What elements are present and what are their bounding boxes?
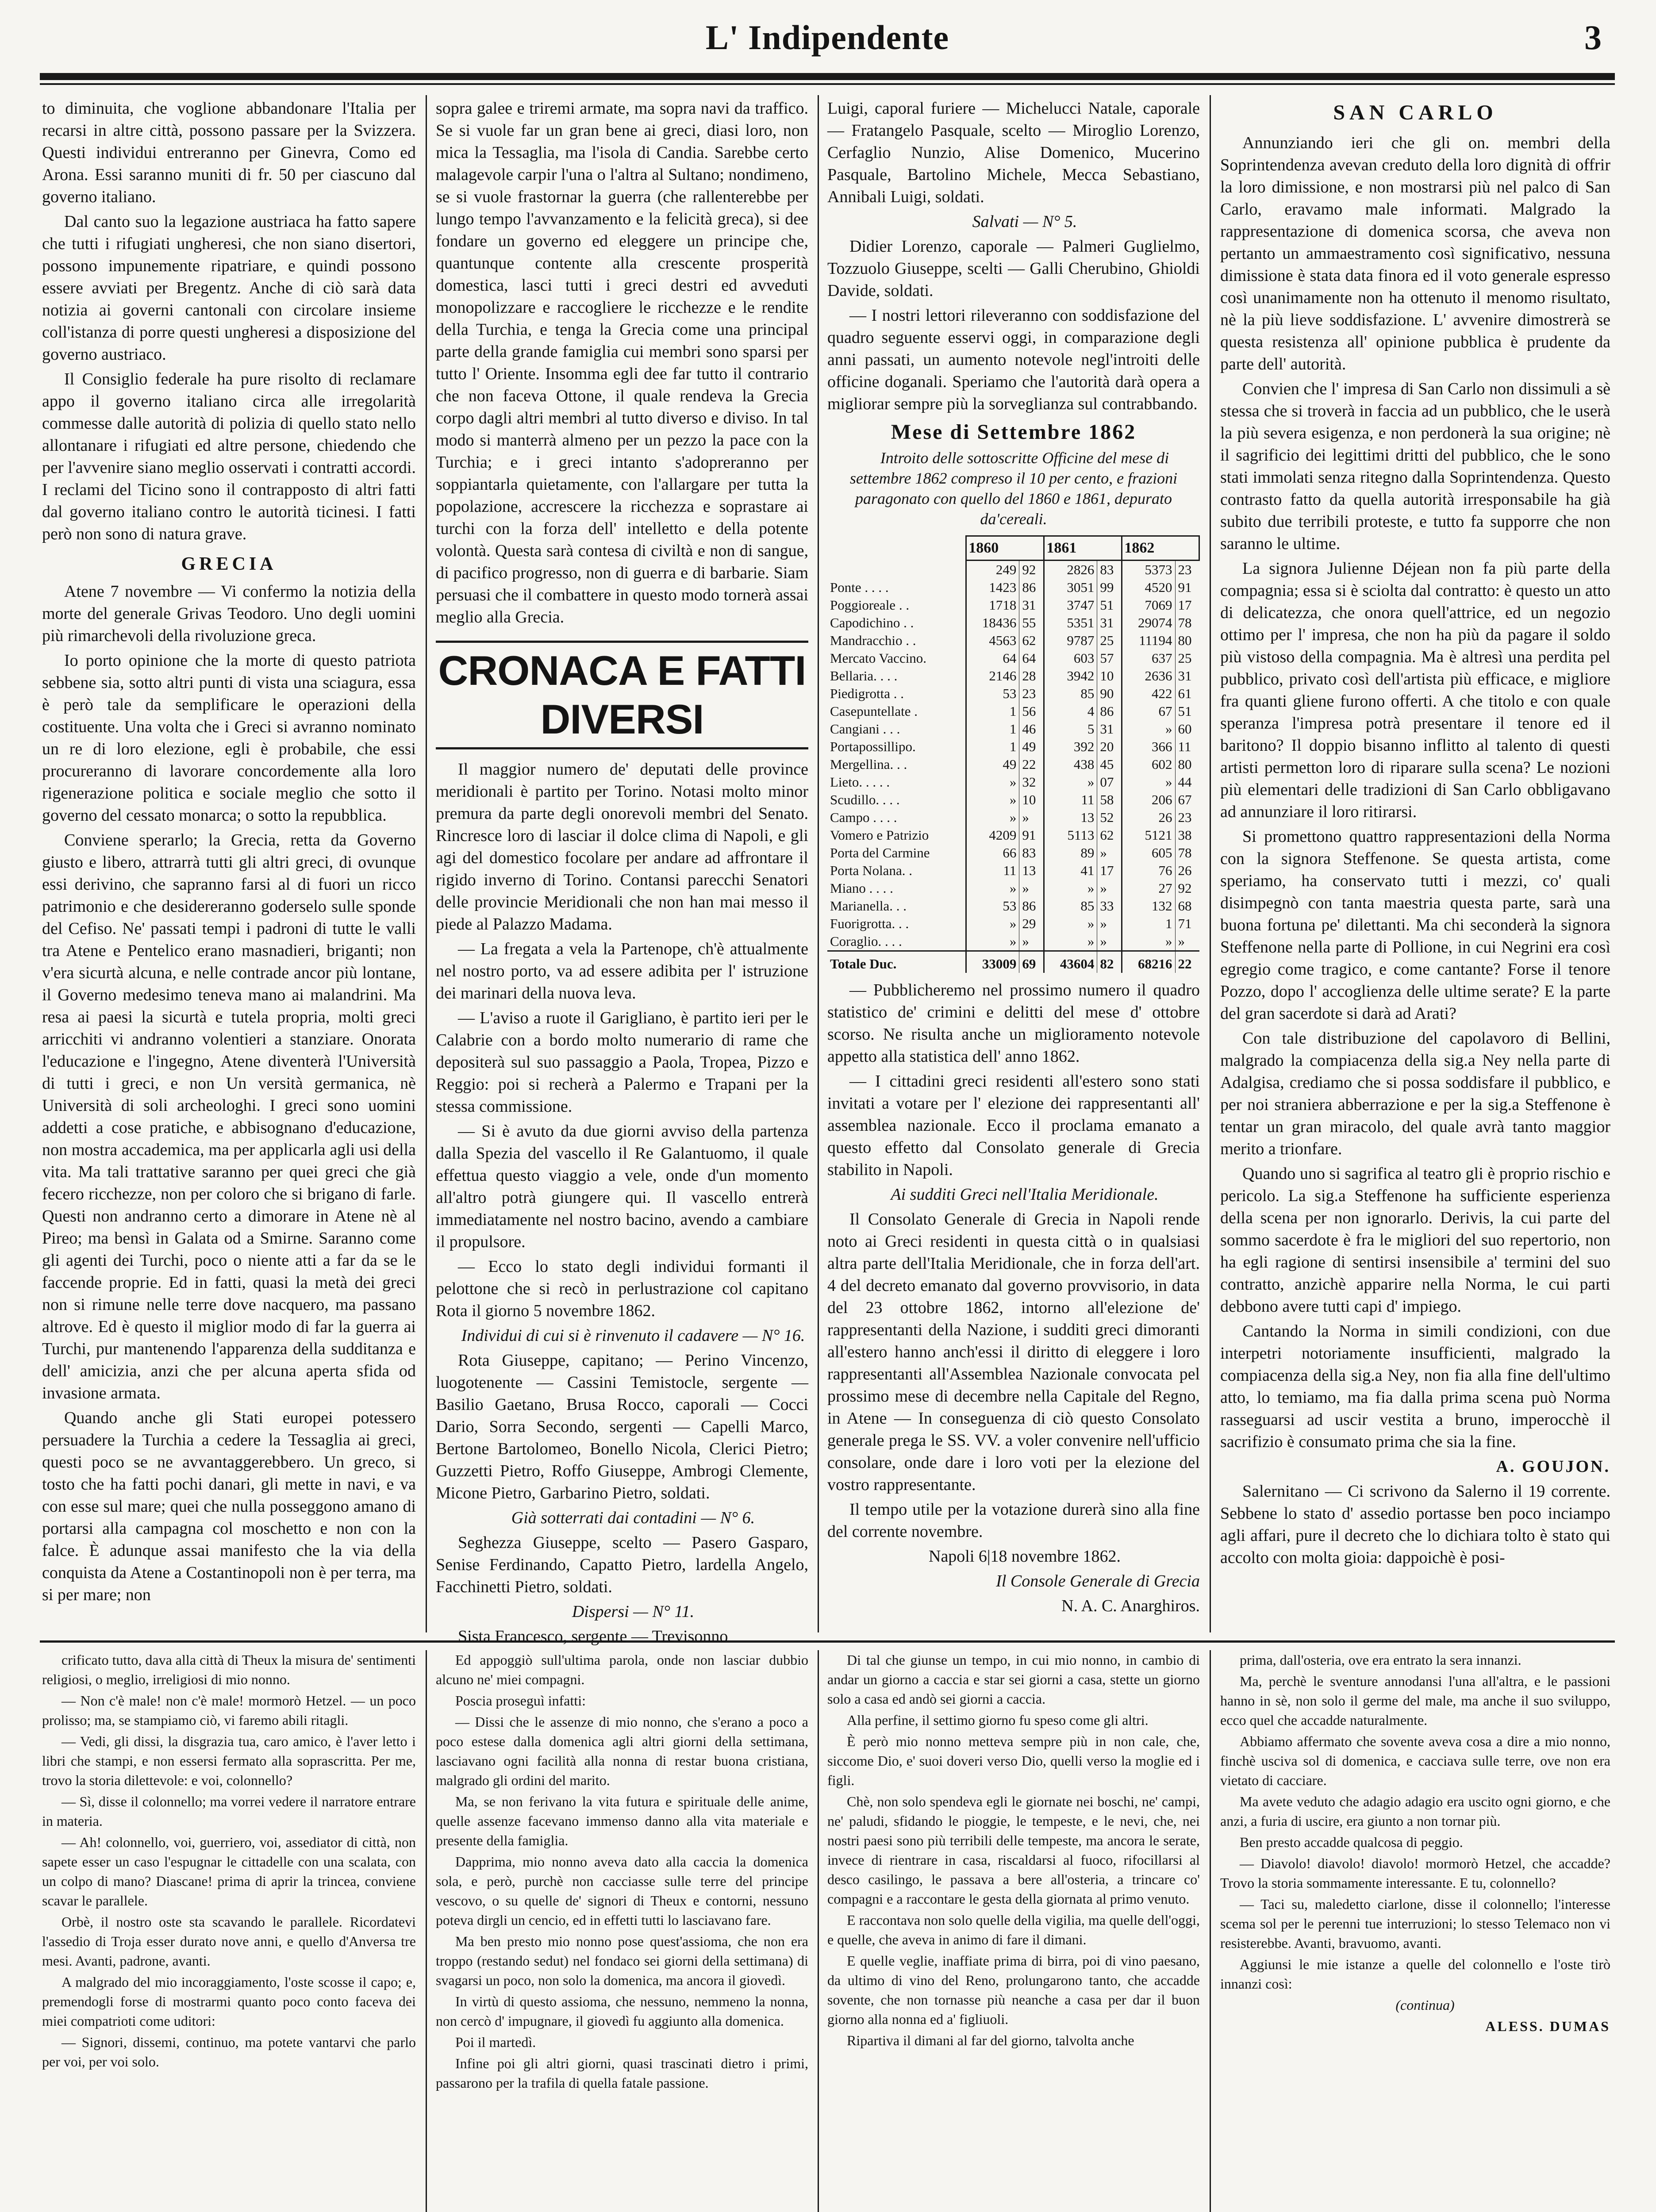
table-cell: 2826 [1044, 561, 1097, 579]
list-heading: Dispersi — N° 11. [572, 1602, 695, 1621]
table-total-row [827, 951, 1199, 973]
article-paragraph: Conviene sperarlo; la Grecia, retta da Governo giusto e libero, attrarrà tutti gli altri greci, di ovunque essi derivino, che sapranno farsi al di fuori un ricco patrimonio e che desidereranno goderselo sulle sponde del Cefiso. Ne' passati tempi i padroni di tutte le valli tra Atene e Pentelico erano masnadieri, briganti; non v'era sicurtà alcuna, e nelle contrade ancor più lontane, il Governo medesimo teneva mano ai malandrini. Ma resa ai paesi la sicurtà e tutela propria, molti greci arricchiti vi andranno volentieri a stanziare. Onorata l'educazione e l'ingegno, Atene diventerà l'Università di tutti i greci, e non Un versità germanica, nè Università di soli archeologhi. I greci sono uomini addetti a cose pratiche, e abbisognano d'educazione, non mostra accademica, ma per applicarla agli usi della vita. Ma tali trattative saranno per quei greci che già fecero ricchezze, non per coloro che si brigano di farle. Questi non andranno certo a dimorare in Atene nè al Pireo; ma bensì in Galata od a Smirne. Saranno come gli agenti dei Turchi, poco o niente atti a far da se le faccende proprie. Ed in fatti, quasi la metà dei greci non si rimune nelle terre dove nacquero, ma passano altrove. Ed è questo il miglior modo di far la guerra ai Turchi, pur mantenendo l'apparenza della sudditanza e dell' amicizia, anzi che per alcuna aperta sfida od invasione armata. [42, 831, 416, 1402]
table-cell: 17 [1097, 862, 1122, 879]
total-cell: 69 [1019, 951, 1044, 973]
table-row [827, 632, 1199, 649]
masthead-rule [40, 73, 1615, 80]
table-cell: 66 [966, 844, 1019, 862]
office-name: Poggioreale . . [830, 597, 910, 613]
article-paragraph: — I cittadini greci residenti all'estero sono stati invitati a votare per l' elezione dei rappresentanti all' assemblea nazionale. Ecco il proclama emanato a questo effetto dal Consolato generale di Grecia stabilito in Napoli. [827, 1072, 1200, 1179]
office-name: Coraglio. . . . [830, 933, 902, 949]
office-name: Ponte . . . . [830, 580, 889, 595]
table-cell: 4520 [1122, 579, 1175, 596]
table-cell: 25 [1175, 649, 1199, 667]
article-paragraph: — Pubblicheremo nel prossimo numero il quadro statistico de' crimini e delitti del mese d' ottobre scorso. Ne risulta anche un miglioramento notevole appetto alla statistica dell' anno 1862. [827, 981, 1200, 1066]
table-cell: 5373 [1122, 561, 1175, 579]
table-cell: 20 [1097, 738, 1122, 756]
table-cell: » [1044, 879, 1097, 897]
table-cell: 38 [1175, 826, 1199, 844]
table-cell: » [1175, 933, 1199, 951]
column-3 [827, 97, 1200, 1632]
table-cell: 56 [1019, 703, 1044, 720]
feuilleton-paragraph: Ripartiva il dimani al far del giorno, talvolta anche [847, 2032, 1134, 2048]
masthead [40, 18, 1615, 62]
table-cell: 92 [1019, 561, 1044, 579]
feuilleton-paragraph: Infine poi gli altri giorni, quasi trascinati dietro i primi, passarono per la trafila di quella fatale passione. [436, 2055, 808, 2091]
table-cell: 11 [1175, 738, 1199, 756]
table-cell: » [1097, 915, 1122, 933]
article-paragraph: Sista Francesco, sergente — Trevisonno [458, 1627, 728, 1646]
table-cell: 89 [1044, 844, 1097, 862]
article-paragraph: Io porto opinione che la morte di questo patriota sebbene sia, sotto altri punti di vista una sciagura, essa è però tale da semplificare le operazioni della costituente. Una volta che i Greci si avranno nominato un re di loro elezione, egli è probabile, che essi procureranno di lavorare concordemente alla loro rigenerazione politica e sociale meglio che sotto il governo del cessato monarca; o sotto la repubblica. [42, 651, 416, 825]
feuilleton-paragraph: A malgrado del mio incoraggiamento, l'oste scosse il capo; e, premendogli forse di mostrarmi quanto poco conto faceva dei miei compatrioti come uditori: [42, 1974, 416, 2029]
office-name: Mercato Vaccino. [830, 650, 927, 666]
table-cell: 13 [1044, 809, 1097, 826]
feuilleton-paragraph: crificato tutto, dava alla città di Theux la misura de' sentimenti religiosi, o meglio, irreligiosi di mio nonno. [42, 1652, 416, 1687]
office-name: Campo . . . . [830, 810, 897, 825]
table-cell: 44 [1175, 773, 1199, 791]
table-cell: 13 [1019, 862, 1044, 879]
table-cell: 83 [1019, 844, 1044, 862]
table-cell: » [966, 879, 1019, 897]
table-cell: 85 [1044, 685, 1097, 703]
article-paragraph: Il Consolato Generale di Grecia in Napoli rende noto ai Greci residenti in questa città o in qualsiasi altra parte dell'Italia Meridionale, che in forza dell'art. 4 del decreto emanato dal governo provvisorio, in data del 23 ottobre 1862, intorno all'elezione de' rappresentanti della Nazione, i sudditi greci dimoranti all'estero hanno anch'essi il diritto di eleggere i loro rappresentanti all'Assemblea Nazionale convocata pel prossimo mese di decembre nella Capitale del Regno, in Atene — In conseguenza di ciò questo Consolato generale prega le SS. VV. a voler convenire nell'ufficio consolare, onde dare i loro voti per la elezione del vostro rappresentante. [827, 1210, 1200, 1494]
dateline: Napoli 6|18 novembre 1862. [929, 1547, 1121, 1566]
column-4 [1220, 97, 1610, 1632]
office-name: Porta Nolana. . [830, 863, 912, 878]
feuilleton-paragraph: — Non c'è male! non c'è male! mormorò Hetzel. — un poco prolisso; ma, se stampiamo ciò, vi faremo abili ritagli. [42, 1693, 416, 1728]
list-heading: Già sotterrati dai contadini — N° 6. [511, 1509, 755, 1527]
table-cell: 3051 [1044, 579, 1097, 596]
table-row [827, 809, 1199, 826]
article-paragraph: — Ecco lo stato degli individui formanti il pelottone che si recò in perlustrazione col capitano Rota il giorno 5 novembre 1862. [436, 1257, 808, 1320]
column-divider [818, 95, 819, 1632]
table-cell: 31 [1097, 720, 1122, 738]
author-signature: A. GOUJON. [1496, 1457, 1610, 1476]
table-cell: 2636 [1122, 667, 1175, 685]
table-cell: 1423 [966, 579, 1019, 596]
office-name: Miano . . . . [830, 880, 893, 896]
table-cell: 31 [1019, 596, 1044, 614]
feuilleton-paragraph: È però mio nonno metteva sempre più in non cale, che, siccome Dio, e' suoi doveri verso Dio, quelli verso la moglie ed i figli. [827, 1733, 1200, 1788]
column-divider [818, 1650, 819, 2212]
column-divider [1210, 95, 1211, 1632]
feuilleton-paragraph: Dapprima, mio nonno aveva dato alla caccia la domenica sola, e però, purchè non cacciasse sulle terre del principe vescovo, o su quelle de' signori di Theux e contorni, nessuno poteva dirgli un cencio, ed in effetti tutti lo lasciavano fare. [436, 1854, 808, 1928]
table-cell: 422 [1122, 685, 1175, 703]
table-cell: 92 [1175, 879, 1199, 897]
feuilleton-paragraph: Ben presto accadde qualcosa di peggio. [1240, 1834, 1463, 1850]
table-cell: 55 [1019, 614, 1044, 632]
article-paragraph: Convien che l' impresa di San Carlo non dissimuli a sè stessa che si troverà in faccia ad un pubblico, che le userà la più severa esigenza, e non perdonerà la sua origine; nè il sagrificio dei legittimi dritti del pubblico, che le sono stati immolati senza ritegno dalla Soprintendenza. Questo contrasto fatto da quella autorità irresponsabile ha già subito due terribili proteste, e tutto fa supporre che non saranno le ultime. [1220, 380, 1610, 553]
table-cell: 62 [1097, 826, 1122, 844]
table-cell: 78 [1175, 614, 1199, 632]
table-cell: 60 [1175, 720, 1199, 738]
feuilleton-paragraph: Ed appoggiò sull'ultima parola, onde non lasciar dubbio alcuno ne' miei compagni. [436, 1652, 808, 1687]
article-paragraph: — L'aviso a ruote il Garigliano, è partito ieri per le Calabrie con a bordo molto numerario di rame che depositerà sul suo passaggio a Paola, Tropea, Pizzo e Reggio: poi si recherà a Palermo e Trapani per la stessa commissione. [436, 1009, 808, 1116]
feuilleton-column-4 [1220, 1650, 1610, 2212]
newspaper-title: L' Indipendente [705, 18, 949, 57]
total-cell: 33009 [966, 951, 1019, 973]
table-cell: 605 [1122, 844, 1175, 862]
feuilleton-divider [40, 1640, 1615, 1643]
table-cell: 07 [1097, 773, 1122, 791]
table-cell: 41 [1044, 862, 1097, 879]
table-cell: 26 [1122, 809, 1175, 826]
table-cell: 5351 [1044, 614, 1097, 632]
article-paragraph: Si promettono quattro rappresentazioni della Norma con la signora Steffenone. Se questa artista, come speriamo, ha conservato tutti i mezzi, co' quali disimpegnò con tanta maestria questa parte, sarà una buona fortuna pe' dilettanti. Ma chi seconderà la signora Steffenone nella parte di Pollione, in cui Negrini era così egregio come tragico, e come cantante? Forse il tenore Pozzo, dopo l' accoglienza delle ultime serate? E la parte del gran sacerdote si darà ad Arati? [1220, 827, 1610, 1023]
feuilleton-paragraph: Di tal che giunse un tempo, in cui mio nonno, in cambio di andar un giorno a caccia e star sei giorni a casa, stette un giorno solo a casa ed andò sei giorni a caccia. [827, 1652, 1200, 1707]
office-name: Lieto. . . . . [830, 774, 890, 790]
article-paragraph: Seghezza Giuseppe, scelto — Pasero Gasparo, Senise Ferdinando, Capatto Pietro, lardella Angelo, Facchinetti Pietro, soldati. [436, 1533, 808, 1596]
table-cell: 4563 [966, 632, 1019, 649]
table-cell: 53 [966, 685, 1019, 703]
table-cell: 62 [1019, 632, 1044, 649]
table-cell: 1718 [966, 596, 1019, 614]
list-heading: Individui di cui si è rinvenuto il cadavere — N° 16. [461, 1326, 805, 1345]
table-cell: » [1044, 773, 1097, 791]
table-cell: 3942 [1044, 667, 1097, 685]
column-2 [436, 97, 808, 1646]
article-paragraph: sopra galee e triremi armate, ma sopra navi da traffico. Se si vuole far un gran bene ai greci, diasi loro, non mica la Tessaglia, ma l'isola di Candia. Sarebbe certo malagevole carpir l'una o l'altra al Sultano; nondimeno, se si vuole frastornar la guerra (che rallenterebbe per lungo tempo l'avvanzamento e la felicità greca), si dee fondare un governo ed eleggere un principe che, quantunque contente alla crescente prosperità domestica, lasci tutti i greci destri ed avveduti monopolizzare e raccogliere le ricchezze e le rendite della Turchia, e tenga la Grecia come una principal parte della grande famiglia cui membri sono sparsi per tutto l' Oriente. Insomma egli dee far tutto il contrario che non faceva Ottone, il quale rendeva la Grecia corpo dagli altri membri al tutto diverso e diviso. In tal modo si manterrà almeno per un pezzo la pace con la Turchia; e i greci intanto s'adopreranno per soppiantarla quietamente, con l'allargare per tutta la popolazione, accrescere la ricchezza e soprastare ai turchi con la forza dell' intelletto e della potente volontà. Questa sarà contesa di civiltà e non di sangue, di pacifico progresso, non di guerra e di barbarie. Siam persuasi che il combattere in questo modo tornerà assai meglio alla Grecia. [436, 99, 808, 626]
section-heading-san-carlo: SAN CARLO [1333, 101, 1498, 124]
table-cell: 67 [1122, 703, 1175, 720]
feuilleton-paragraph: — Taci su, maledetto ciarlone, disse il colonnello; l'interesse scema sol per le perenni tue interruzioni; lo stesso Telemaco non vi resisterebbe. Avanti, bravuomo, avanti. [1220, 1896, 1610, 1951]
table-cell: 11 [1044, 791, 1097, 809]
table-cell: 392 [1044, 738, 1097, 756]
feuilleton-paragraph: Aggiunsi le mie istanze a quelle del colonnello e l'oste tirò innanzi così: [1220, 1956, 1610, 1992]
article-paragraph: Quando anche gli Stati europei potessero persuadere la Turchia a cedere la Tessaglia ai greci, questi poco se ne avvantaggerebbero. Un greco, si tosto che ha fatti pochi danari, gli mette in navi, e va con esse sul mare; quei che nulla posseggono amano di portarsi alla campagna col moschetto e non con la falce. È adunque assai manifesto che la via della conquista da Atene a Costantinopoli non è per terra, ma si per mare; non [42, 1409, 416, 1604]
feuilleton-paragraph: — Diavolo! diavolo! diavolo! mormorò Hetzel, che accadde? Trovo la storia sommamente interessante. E tu, colonnello? [1220, 1855, 1610, 1891]
table-cell: » [1097, 844, 1122, 862]
table-cell: 11 [966, 862, 1019, 879]
table-cell: 206 [1122, 791, 1175, 809]
table-cell: 3747 [1044, 596, 1097, 614]
column-divider [426, 1650, 427, 2212]
table-cell: » [1044, 915, 1097, 933]
feuilleton-paragraph: Alla perfine, il settimo giorno fu speso come gli altri. [847, 1712, 1149, 1728]
office-name: Piedigrotta . . [830, 686, 904, 701]
column-divider [426, 95, 427, 1632]
table-cell: » [1122, 720, 1175, 738]
table-cell: 602 [1122, 756, 1175, 773]
table-cell: 23 [1019, 685, 1044, 703]
table-cell: 5113 [1044, 826, 1097, 844]
article-paragraph: Didier Lorenzo, caporale — Palmeri Guglielmo, Tozzuolo Giuseppe, scelti — Galli Cherubino, Ghioldi Davide, soldati. [827, 237, 1200, 300]
column-divider [1210, 1650, 1211, 2212]
table-cell: 32 [1019, 773, 1044, 791]
continued-note: (continua) [1395, 1997, 1455, 2013]
list-heading: Salvati — N° 5. [972, 212, 1077, 231]
table-cell: 7069 [1122, 596, 1175, 614]
total-label: Totale Duc. [827, 951, 966, 973]
table-row [827, 561, 1199, 579]
table-cell: 637 [1122, 649, 1175, 667]
table-row [827, 614, 1199, 632]
year-header: 1860 [966, 536, 1044, 561]
table-cell: 28 [1019, 667, 1044, 685]
table-cell: 57 [1097, 649, 1122, 667]
article-paragraph: Il tempo utile per la votazione durerà sino alla fine del corrente novembre. [827, 1500, 1200, 1541]
signature-title: Il Console Generale di Grecia [996, 1572, 1200, 1590]
table-cell: 51 [1175, 703, 1199, 720]
feuilleton-paragraph: Abbiamo affermato che sovente aveva cosa a dire a mio nonno, finchè usciva sol di domenica, e cacciava sulle terre, ove non era vietato di cacciare. [1220, 1733, 1610, 1788]
feuilleton-paragraph: Orbè, il nostro oste sta scavando le parallele. Ricordatevi l'assedio di Troja esser durato nove anni, e quello d'Anversa tre mesi. Avanti, padrone, avanti. [42, 1914, 416, 1969]
article-paragraph: to diminuita, che voglione abbandonare l'Italia per recarsi in altre città, possono passare per la Svizzera. Questi individui entreranno per Ginevra, Como ed Arona. Essi saranno muniti di fr. 50 per ciascuno dal governo italiano. [42, 99, 416, 206]
table-row [827, 703, 1199, 720]
table-cell: 83 [1097, 561, 1122, 579]
office-name: Mergellina. . . [830, 757, 907, 772]
table-cell: » [966, 809, 1019, 826]
table-cell: 132 [1122, 897, 1175, 915]
table-cell: 25 [1097, 632, 1122, 649]
table-title: Mese di Settembre 1862 [891, 420, 1137, 444]
table-cell: 9787 [1044, 632, 1097, 649]
table-cell: » [1097, 879, 1122, 897]
article-paragraph: Quando uno si sagrifica al teatro gli è proprio rischio e pericolo. La sig.a Steffenone ha sufficiente esperienza della scena per non ignorarlo. Derivis, la cui parte del sommo sacerdote è fra le migliori del suo repertorio, non ha egli ragione di sentirsi insensibile a' termini del suo contratto, anzichè apparire nella Norma, le cui parti debbono avere tutti capi d' impiego. [1220, 1164, 1610, 1316]
table-cell: » [1044, 933, 1097, 951]
table-cell: 5 [1044, 720, 1097, 738]
article-paragraph: Cantando la Norma in simili condizioni, con due interpetri notoriamente insufficienti, malgrado la compiacenza della sig.a Ney, non fia alla fine dell'ultimo atto, lo temiamo, ma fia dalla prima scena può Norma rasseguarsi ad uscir vestita a bruno, imperocchè il sacrifizio è consumato prima che sia la fine. [1220, 1322, 1610, 1451]
table-row [827, 897, 1199, 915]
list-heading: Ai sudditi Greci nell'Italia Meridionale. [891, 1185, 1159, 1204]
table-cell: 67 [1175, 791, 1199, 809]
table-cell: 1 [966, 720, 1019, 738]
article-paragraph: — Si è avuto da due giorni avviso della partenza dalla Spezia del vascello il Re Galantuomo, il quale effettua questo viaggio a vele, onde d'un momento all'altro potrà giungere qui. Il vascello entrerà immediatamente nel nostro bacino, avendo a cambiare il propulsore. [436, 1122, 808, 1251]
feuilleton-column-2 [436, 1650, 808, 2212]
feuilleton-paragraph: Poscia proseguì infatti: [455, 1693, 586, 1709]
office-name: Porta del Carmine [830, 845, 930, 860]
feuilleton-paragraph: Poi il martedì. [455, 2034, 536, 2050]
office-name: Capodichino . . [830, 615, 914, 630]
feuilleton-paragraph: — Signori, dissemi, continuo, ma potete vantarvi che parlo per voi, per voi solo. [42, 2034, 416, 2070]
table-row [827, 844, 1199, 862]
table-cell: 31 [1175, 667, 1199, 685]
table-cell: 49 [966, 756, 1019, 773]
table-cell: » [1122, 773, 1175, 791]
total-cell: 68216 [1122, 951, 1175, 973]
table-cell: » [966, 773, 1019, 791]
feuilleton-column-3 [827, 1650, 1200, 2212]
article-paragraph: Luigi, caporal furiere — Michelucci Natale, caporale — Fratangelo Pasquale, scelto — Miroglio Lorenzo, Cerfaglio Nunzio, Alise Domenico, Mucerino Pasquale, Bartolino Michele, Mecca Sebastiano, Annibali Luigi, soldati. [827, 99, 1200, 206]
table-cell: 29 [1019, 915, 1044, 933]
feuilleton-column-1 [42, 1650, 416, 2212]
total-cell: 82 [1097, 951, 1122, 973]
table-cell: 71 [1175, 915, 1199, 933]
table-cell: » [1019, 809, 1044, 826]
feuilleton-paragraph: Ma avete veduto che adagio adagio era uscito ogni giorno, e che anzi, a furia di uscire, era giunto a non tornar più. [1220, 1793, 1610, 1829]
table-cell: 26 [1175, 862, 1199, 879]
table-cell: 22 [1019, 756, 1044, 773]
office-name: Casepuntellate . [830, 703, 918, 719]
year-header: 1861 [1044, 536, 1122, 561]
table-cell: » [966, 933, 1019, 951]
author-signature: ALESS. DUMAS [1485, 2018, 1610, 2034]
table-cell: 91 [1175, 579, 1199, 596]
table-cell: 76 [1122, 862, 1175, 879]
table-cell: 52 [1097, 809, 1122, 826]
table-cell: 33 [1097, 897, 1122, 915]
article-paragraph: Il maggior numero de' deputati delle province meridionali è partito per Torino. Notasi molto minor premura da parte degli onorevoli membri del Senato. Rincresce loro di lasciar il dolce clima di Napoli, e gli agi del domestico focolare per andare ad affrontare il rigido inverno di Torino. Contansi parecchi Senatori delle provincie Meridionali che non han mai messo il piede al Palazzo Madama. [436, 760, 808, 933]
table-cell: 366 [1122, 738, 1175, 756]
table-subtitle: Introito delle sottoscritte Officine del mese di settembre 1862 compreso il 10 per cento, e frazioni paragonato con quello del 1860 e 1861, depurato da'cereali. [849, 449, 1178, 528]
table-cell: » [966, 791, 1019, 809]
table-cell: 27 [1122, 879, 1175, 897]
feuilleton-paragraph: E quelle veglie, inaffiate prima di birra, poi di vino paesano, da ultimo di vino del Reno, prolungarono tanto, che accadde sovente, che non tornasse più neanche a casa per dar il buon giorno alla nonna ed a' figliuoli. [827, 1953, 1200, 2027]
table-row [827, 720, 1199, 738]
table-cell: 86 [1019, 579, 1044, 596]
table-cell: » [1122, 933, 1175, 951]
column-1 [42, 97, 416, 1632]
section-heading-cronaca: CRONACA E FATTI DIVERSI [436, 641, 808, 749]
office-name: Scudillo. . . . [830, 792, 900, 807]
table-cell: » [1019, 933, 1044, 951]
article-paragraph: La signora Julienne Déjean non fa più parte della compagnia; essa si è sciolta dal contratto: è questo un atto di delicatezza, che onora quell'attrice, ed un negozio ottimo per l' impresa, che non ha più da pagare il soldo più vistoso della compagnia. Ma è altresì una perdita pel pubblico, privato così dell'artista più efficace, e migliore fra quanti gliene furono offerti. A che titolo e con quale speranza l'impresa potrà presentare il tenore ed il baritono? Il doppio bisanno inflitto al talento di questi artisti permetton loro di riparare sulla scena? Le nozioni più elementari delle tradizioni di San Carlo obbligavano ad annunziare il loro ritirarsi. [1220, 559, 1610, 821]
table-cell: 49 [1019, 738, 1044, 756]
table-cell: » [1097, 933, 1122, 951]
table-cell: 86 [1019, 897, 1044, 915]
article-paragraph: Annunziando ieri che gli on. membri della Soprintendenza avevan creduto della loro dignità di offrir la loro dimissione, e non mostrarsi più nel palco di San Carlo, eravamo male informati. Malgrado la rappresentazione di domenica scorsa, che aveva non pertanto un ammaestramento così significativo, nessuna dimissione è stata data finora ed il voto generale espresso così unanimamente non ha ottenuto il menomo risultato, nè la più lieve soddisfazione. L' avvenire dimostrerà se questa resistenza all' opinione pubblica è prudente da parte dell' autorità. [1220, 134, 1610, 373]
table-cell: 10 [1097, 667, 1122, 685]
year-header: 1862 [1122, 536, 1199, 561]
masthead-rule-thin [40, 83, 1615, 85]
table-row [827, 791, 1199, 809]
table-cell: 80 [1175, 756, 1199, 773]
table-cell: 603 [1044, 649, 1097, 667]
table-cell: 80 [1175, 632, 1199, 649]
customs-revenue-table [827, 535, 1200, 973]
table-row [827, 596, 1199, 614]
table-row [827, 756, 1199, 773]
table-cell: » [1019, 879, 1044, 897]
table-cell: 31 [1097, 614, 1122, 632]
feuilleton-paragraph: — Ah! colonnello, voi, guerriero, voi, assediator di città, non sapete esser un caso l'espugnar le cittadelle con una scalata, con un colpo di mano? Diascane! prima di aprir la trincea, conviene scavar le parallele. [42, 1834, 416, 1909]
table-cell: 90 [1097, 685, 1122, 703]
table-cell: 23 [1175, 809, 1199, 826]
feuilleton-paragraph: — Dissi che le assenze di mio nonno, che s'erano a poco a poco estese dalla domenica agli altri giorni della settimana, lasciavano ogni facilità alla nonna di restar buona cristiana, malgrado gli ordini del marito. [436, 1714, 808, 1788]
feuilleton-paragraph: E raccontava non solo quelle della vigilia, ma quelle dell'oggi, e quelle, che aveva in animo di fare il dimani. [827, 1912, 1200, 1947]
feuilleton-paragraph: In virtù di questo assioma, che nessuno, nemmeno la nonna, non cercò d' impugnare, il giovedì fu aggiunto alla domenica. [436, 1993, 808, 2029]
feuilleton-paragraph: — Sì, disse il colonnello; ma vorrei vedere il narratore entrare in materia. [42, 1793, 416, 1829]
table-cell: 1 [1122, 915, 1175, 933]
article-paragraph: Il Consiglio federale ha pure risolto di reclamare appo il governo italiano circa alle irregolarità commesse dalle autorità di polizia di quello stato nello allontanare i rifugiati ed altre persone, chiedendo che per l'avvenire siano meglio osservati i contratti accordi. I reclami del Ticino sono il contrapposto di altri fatti dal governo italiano contro le autorità ticinesi. I fatti però non sono di natura grave. [42, 370, 416, 543]
table-cell: 64 [1019, 649, 1044, 667]
table-row [827, 738, 1199, 756]
table-cell: 68 [1175, 897, 1199, 915]
table-cell: 18436 [966, 614, 1019, 632]
table-cell: 438 [1044, 756, 1097, 773]
table-cell: » [966, 915, 1019, 933]
office-name [827, 561, 966, 579]
article-paragraph: — La fregata a vela la Partenope, ch'è attualmente nel nostro porto, va ad essere adibita per l' istruzione dei marinari della nuova leva. [436, 940, 808, 1002]
table-cell: 4209 [966, 826, 1019, 844]
article-paragraph: Rota Giuseppe, capitano; — Perino Vincenzo, luogotenente — Cassini Temistocle, sergente — Basilio Gaetano, Brusa Rocco, caporali — Cocci Dario, Sorra Secondo, sergenti — Capelli Marco, Bertone Bartolomeo, Bonello Nicola, Clerici Pietro; Guzzetti Pietro, Roffo Giuseppe, Ambrogi Clemente, Micone Pietro, Garbarino Pietro, soldati. [436, 1351, 808, 1502]
table-cell: 1 [966, 738, 1019, 756]
article-paragraph: Dal canto suo la legazione austriaca ha fatto sapere che tutti i rifugiati ungheresi, che non siano disertori, possono impunemente ripatriare, e quindi possono essere avviati per Bregentz. Anche di ciò sarà data notizia ai governi cantonali con circolare insieme coll'istanza di porre questi ungheresi a disposizione del governo austriaco. [42, 212, 416, 364]
table-row [827, 862, 1199, 879]
article-paragraph: Con tale distribuzione del capolavoro di Bellini, malgrado la compiacenza della sig.a Ney nella parte di Adalgisa, crediamo che si possa soddisfare il pubblico, e per noi straniera abberrazione e per la sig.a Steffenone è tentar un gran miracolo, del quale avrà tanto maggior merito a trionfare. [1220, 1029, 1610, 1158]
total-cell: 22 [1175, 951, 1199, 973]
table-cell: 99 [1097, 579, 1122, 596]
table-cell: 86 [1097, 703, 1122, 720]
office-name: Bellaria. . . . [830, 668, 898, 684]
table-row [827, 879, 1199, 897]
table-row [827, 915, 1199, 933]
table-cell: 45 [1097, 756, 1122, 773]
table-cell: 51 [1097, 596, 1122, 614]
office-name: Marianella. . . [830, 898, 907, 914]
table-row [827, 579, 1199, 596]
feuilleton-paragraph: — Vedi, gli dissi, la disgrazia tua, caro amico, è l'aver letto i libri che stampi, e non essersi fermato alla soprascritta. Per me, trovo la storia dilettevole: e voi, colonnello? [42, 1733, 416, 1788]
table-cell: 85 [1044, 897, 1097, 915]
table-cell: 64 [966, 649, 1019, 667]
table-cell: 58 [1097, 791, 1122, 809]
table-cell: 53 [966, 897, 1019, 915]
feuilleton-paragraph: prima, dall'osteria, ove era entrato la sera innanzi. [1240, 1652, 1522, 1668]
table-cell: 5121 [1122, 826, 1175, 844]
section-heading-grecia: GRECIA [181, 554, 277, 574]
page-number: 3 [1584, 18, 1602, 57]
table-cell: 91 [1019, 826, 1044, 844]
table-row [827, 826, 1199, 844]
office-name: Vomero e Patrizio [830, 827, 929, 843]
signature-name: N. A. C. Anarghiros. [1061, 1597, 1200, 1615]
feuilleton-paragraph: Ma, perchè le sventure annodansi l'una all'altra, e le passioni hanno in sè, non solo il germe del male, ma anche il suo sviluppo, ecco quel che accadde naturalmente. [1220, 1673, 1610, 1728]
table-cell: 29074 [1122, 614, 1175, 632]
article-paragraph: Salernitano — Ci scrivono da Salerno il 19 corrente. Sebbene lo stato d' assedio portasse ben poco inciampo agli affari, pure il decreto che lo dichiara tolto è stato qui accolto con molta gioia: dappoichè è posi- [1220, 1482, 1610, 1567]
feuilleton-paragraph: Ma, se non ferivano la vita futura e spirituale delle anime, quelle assenze facevano immenso danno alla vita materiale e presente della famiglia. [436, 1793, 808, 1848]
table-cell: 2146 [966, 667, 1019, 685]
table-cell: 17 [1175, 596, 1199, 614]
table-cell: 4 [1044, 703, 1097, 720]
table-row [827, 667, 1199, 685]
table-cell: 61 [1175, 685, 1199, 703]
office-name: Fuorigrotta. . . [830, 916, 909, 931]
table-cell: 10 [1019, 791, 1044, 809]
feuilleton-paragraph: Chè, non solo spendeva egli le giornate nei boschi, ne' campi, ne' paludi, sfidando le pioggie, le tempeste, e le nevi, che, nei nostri paesi sono più terribili delle tempeste, ma ancora le serate, invece di rientrare in casa, riscaldarsi al fuoco, rifocillarsi al desco casilingo, le passava a bere all'osteria, a trincare co' compagni e a raccontare le gesta della giornata al primo venuto. [827, 1793, 1200, 1907]
table-cell: 249 [966, 561, 1019, 579]
table-row [827, 773, 1199, 791]
table-row [827, 685, 1199, 703]
table-cell: 78 [1175, 844, 1199, 862]
table-cell: 11194 [1122, 632, 1175, 649]
feuilleton-paragraph: Ma ben presto mio nonno pose quest'assioma, che non era troppo (restando sedut) nel fondaco sei giorni della settimana) di svagarsi un poco, non solo la domenica, ma ancora il giovedì. [436, 1933, 808, 1988]
office-name: Cangiani . . . [830, 721, 900, 737]
table-cell: 46 [1019, 720, 1044, 738]
article-paragraph: Atene 7 novembre — Vi confermo la notizia della morte del generale Grivas Teodoro. Uno degli uomini più rimarchevoli della rivoluzione greca. [42, 582, 416, 645]
office-name: Mandracchio . . [830, 633, 916, 648]
table-cell: 1 [966, 703, 1019, 720]
office-name: Portapossillipo. [830, 739, 916, 754]
article-paragraph: — I nostri lettori rileveranno con soddisfazione del quadro seguente esservi oggi, in comparazione degli anni passati, un aumento notevole negl'introiti delle officine doganali. Speriamo che l'autorità darà opera a migliorar sempre più la sorveglianza sul contrabbando. [827, 306, 1200, 413]
table-row [827, 649, 1199, 667]
table-row [827, 933, 1199, 951]
table-cell: 23 [1175, 561, 1199, 579]
total-cell: 43604 [1044, 951, 1097, 973]
